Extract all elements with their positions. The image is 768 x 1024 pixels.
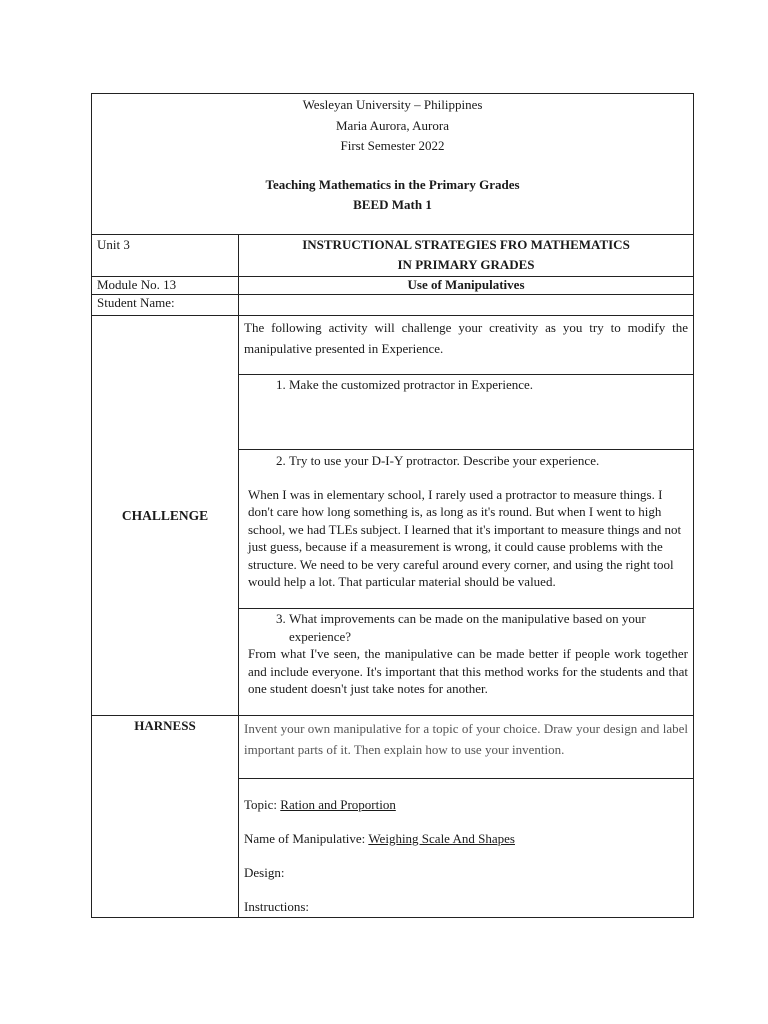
semester: First Semester 2022 — [340, 138, 445, 153]
instructions-label: Instructions: — [244, 899, 309, 914]
unit-title — [239, 235, 694, 277]
harness-answers — [239, 779, 693, 917]
module-document — [91, 93, 693, 918]
header-row — [92, 94, 694, 235]
unit-title-line2: IN PRIMARY GRADES — [397, 257, 535, 272]
challenge-item3-section — [239, 609, 693, 715]
manipulative-name-label: Name of Manipulative: — [244, 831, 366, 846]
student-row — [92, 295, 694, 316]
campus-location: Maria Aurora, Aurora — [336, 117, 449, 133]
unit-label: Unit 3 — [92, 235, 239, 277]
challenge-answer3: From what I've seen, the manipulative can be made better if people work together and include everyone. It's important that this method works for the students and that one student doesn't just take notes for another. — [248, 646, 689, 696]
institution-name: Wesleyan University – Philippines — [302, 97, 483, 112]
challenge-label: CHALLENGE — [92, 316, 239, 716]
challenge-item2-section — [239, 450, 693, 609]
module-table — [91, 93, 694, 918]
challenge-item1: 1. Make the customized protractor in Experience. — [289, 377, 688, 393]
manipulative-name-value: Weighing Scale And Shapes — [368, 831, 515, 846]
design-label: Design: — [244, 865, 285, 880]
document-header — [92, 94, 694, 235]
module-row — [92, 277, 694, 295]
unit-row — [92, 235, 694, 277]
harness-intro: Invent your own manipulative for a topic of your choice. Draw your design and label important parts of it. Then explain how to use your invention. — [239, 716, 693, 779]
course-code: BEED Math 1 — [353, 197, 432, 212]
harness-label: HARNESS — [92, 716, 239, 918]
topic-label: Topic: — [244, 797, 278, 812]
challenge-content — [239, 316, 694, 716]
challenge-item1-section — [239, 375, 693, 450]
challenge-answer2: When I was in elementary school, I rarely used a protractor to measure things. I don't care how long something is, as long as it's round. But when I went to high school, we had TLEs subject. I learned that it's important to measure things and not just guess, because if a measurement is wrong, it could cause problems with the structure. We need to be very careful around every corner, and using the right tool would help a lot. That particular material should be valued. — [248, 486, 682, 589]
challenge-row — [92, 316, 694, 716]
challenge-item3: 3. What improvements can be made on the manipulative based on your experience? — [289, 610, 688, 645]
topic-line — [244, 796, 688, 813]
challenge-intro: The following activity will challenge your creativity as you try to modify the manipulative presented in Experience. — [239, 316, 693, 375]
module-label: Module No. 13 — [92, 277, 239, 295]
manipulative-name-line — [244, 830, 688, 847]
unit-title-line1: INSTRUCTIONAL STRATEGIES FRO MATHEMATICS — [302, 237, 630, 252]
topic-value: Ration and Proportion — [280, 797, 396, 812]
student-name-value[interactable] — [239, 295, 694, 316]
challenge-item2: 2. Try to use your D-I-Y protractor. Describe your experience. — [289, 452, 688, 470]
module-title: Use of Manipulatives — [239, 277, 694, 295]
harness-row — [92, 716, 694, 918]
harness-content — [239, 716, 694, 918]
course-title: Teaching Mathematics in the Primary Grades — [265, 176, 520, 192]
student-name-label: Student Name: — [92, 295, 239, 316]
